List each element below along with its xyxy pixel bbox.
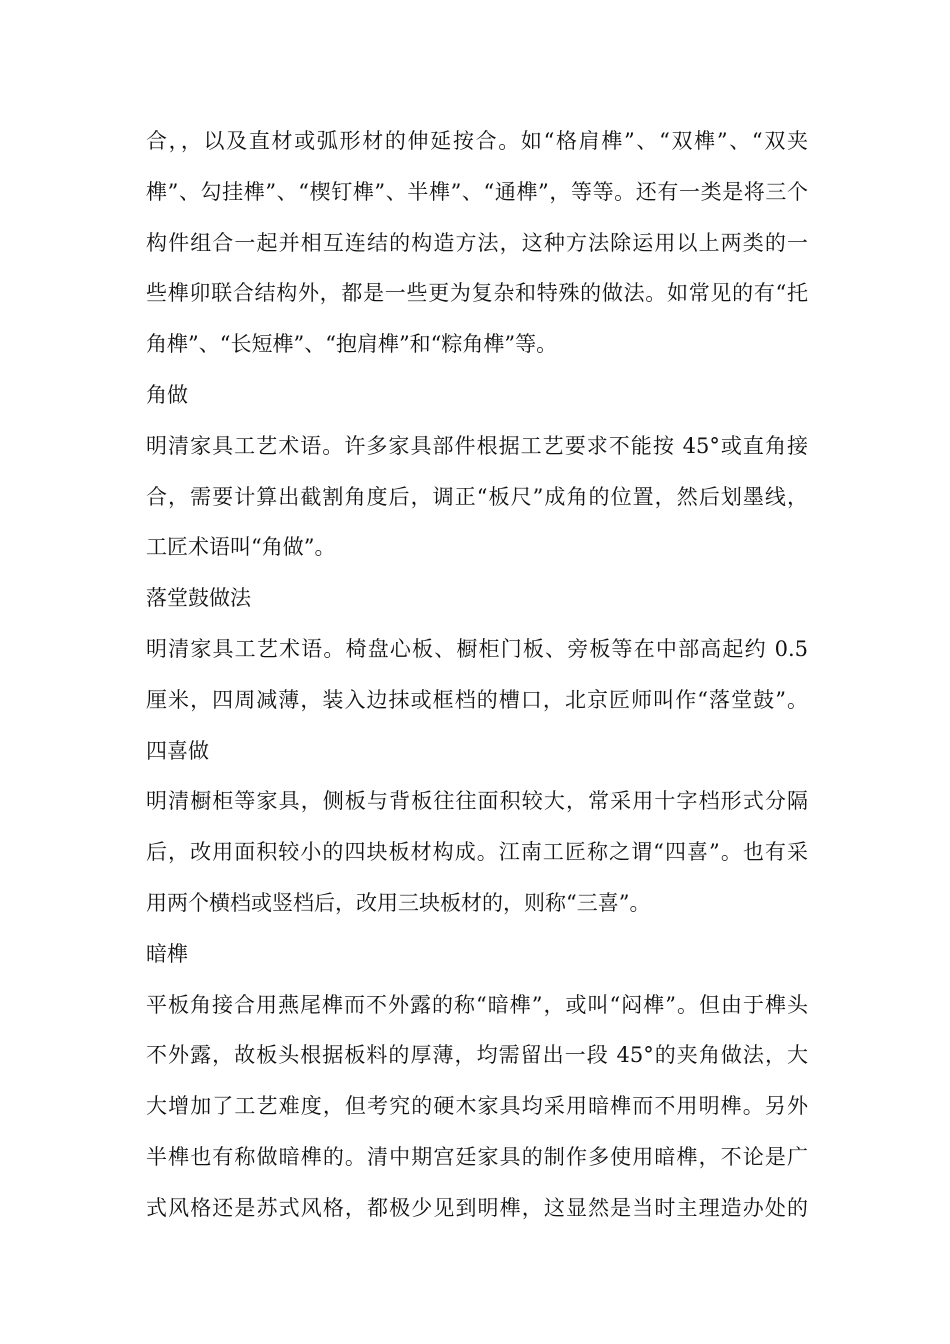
text-line: 式风格还是苏式风格，都极少见到明榫，这显然是当时主理造办处的 <box>146 1195 808 1220</box>
text-line: 明清家具工艺术语。许多家具部件根据工艺要求不能按 45°或直角接 <box>146 433 808 458</box>
section-heading: 四喜做 <box>146 738 209 763</box>
text-line: 不外露，故板头根据板料的厚薄，均需留出一段 45°的夹角做法，大 <box>146 1043 808 1068</box>
text-line: 工匠术语叫“角做”。 <box>146 535 336 560</box>
text-line: 合，需要计算出截割角度后，调正“板尺”成角的位置，然后划墨线， <box>146 484 808 509</box>
text-line: 明清家具工艺术语。椅盘心板、橱柜门板、旁板等在中部高起约 0.5 <box>146 636 808 661</box>
text-line: 后，改用面积较小的四块板材构成。江南工匠称之谓“四喜”。也有采 <box>146 840 808 865</box>
text-line: 明清橱柜等家具，侧板与背板往往面积较大，常采用十字档形式分隔 <box>146 789 808 814</box>
section-heading: 角做 <box>146 382 188 407</box>
text-line: 角榫”、“长短榫”、“抱肩榫”和“粽角榫”等。 <box>146 332 558 357</box>
text-line: 些榫卯联合结构外，都是一些更为复杂和特殊的做法。如常见的有“托 <box>146 281 808 306</box>
section-heading: 暗榫 <box>146 941 188 966</box>
text-line: 厘米，四周减薄，装入边抹或框档的槽口，北京匠师叫作“落堂鼓”。 <box>146 687 808 712</box>
text-line: 平板角接合用燕尾榫而不外露的称“暗榫”，或叫“闷榫”。但由于榫头 <box>146 992 808 1017</box>
section-heading: 落堂鼓做法 <box>146 586 251 611</box>
text-line: 半榫也有称做暗榫的。清中期宫廷家具的制作多使用暗榫，不论是广 <box>146 1144 808 1169</box>
text-line: 构件组合一起并相互连结的构造方法，这种方法除运用以上两类的一 <box>146 230 808 255</box>
text-line: 用两个横档或竖档后，改用三块板材的，则称“三喜”。 <box>146 890 651 915</box>
text-line: 榫”、勾挂榫”、“楔钉榫”、半榫”、“通榫”，等等。还有一类是将三个 <box>146 179 808 204</box>
document-body <box>146 116 808 1234</box>
text-line: 大增加了工艺难度，但考究的硬木家具均采用暗榫而不用明榫。另外 <box>146 1094 808 1119</box>
text-line: 合，，以及直材或弧形材的伸延按合。如“格肩榫”、“双榫”、“双夹 <box>146 129 808 153</box>
